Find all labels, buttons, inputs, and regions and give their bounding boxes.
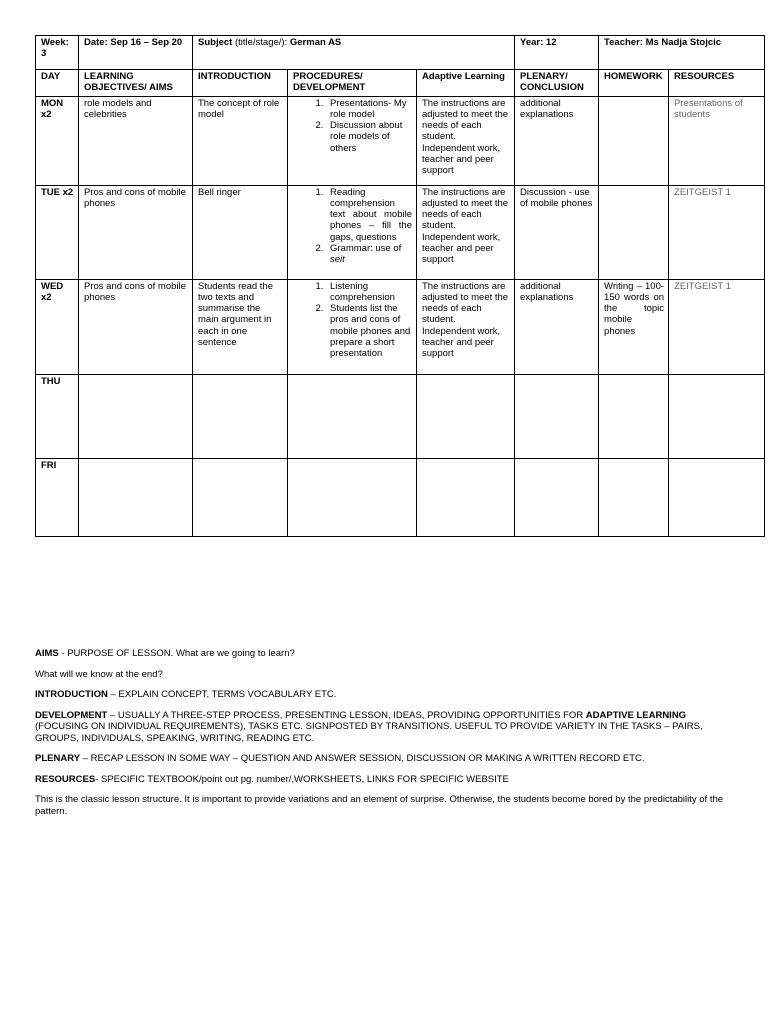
- adaptive-cell: The instructions are adjusted to meet the needs of each student. Independent work, teacher and peer support: [417, 279, 515, 374]
- plenary-cell: additional explanations: [515, 96, 599, 185]
- plenary-cell: Discussion - use of mobile phones: [515, 185, 599, 279]
- list-item: 1. Listening comprehension: [326, 281, 412, 304]
- plenary-cell: additional explanations: [515, 279, 599, 374]
- homework-cell: [599, 374, 669, 458]
- col-day: DAY: [36, 70, 79, 97]
- note-text: - SPECIFIC TEXTBOOK/point out pg. number/,WORKSHEETS, LINKS FOR SPECIFIC WEBSITE: [95, 773, 509, 785]
- col-introduction: INTRODUCTION: [193, 70, 288, 97]
- col-resources: RESOURCES: [669, 70, 765, 97]
- adaptive-cell: [417, 458, 515, 536]
- list-item: 2. Discussion about role models of others: [326, 120, 412, 154]
- lesson-structure-notes: [35, 648, 735, 826]
- note-development: [35, 710, 735, 745]
- note-term: INTRODUCTION: [35, 689, 108, 700]
- subject-label: Subject: [198, 37, 233, 48]
- aims-cell: [79, 458, 193, 536]
- resources-cell: Presentations of students: [669, 96, 765, 185]
- day-cell: MON x2: [36, 96, 79, 185]
- intro-cell: [193, 374, 288, 458]
- teacher-cell: Teacher: Ms Nadja Stojcic: [599, 36, 765, 70]
- table-row: [36, 374, 765, 458]
- procedures-list: [293, 98, 412, 154]
- note-text: (FOCUSING ON INDIVIDUAL REQUIREMENTS), TASKS ETC. SIGNPOSTED BY TRANSITIONS. USEFUL TO PROVIDE VARIETY IN THE TASKS – PAIRS, GROUPS, INDIVIDUALS, SPEAKING, WRITING, READING ETC.: [35, 721, 703, 744]
- note-term: DEVELOPMENT: [35, 709, 108, 721]
- note-introduction: [35, 689, 735, 701]
- col-procedures: PROCEDURES/ DEVELOPMENT: [288, 70, 417, 97]
- column-header-row: [36, 70, 765, 97]
- procedures-list: [293, 281, 412, 360]
- note-term: AIMS: [35, 648, 59, 659]
- col-aims: LEARNING OBJECTIVES/ AIMS: [79, 70, 193, 97]
- aims-cell: Pros and cons of mobile phones: [79, 279, 193, 374]
- grammar-term: seit: [330, 254, 345, 266]
- year-cell: Year: 12: [515, 36, 599, 70]
- note-term: ADAPTIVE LEARNING: [585, 709, 687, 721]
- date-cell: Date: Sep 16 – Sep 20: [79, 36, 193, 70]
- intro-cell: [193, 458, 288, 536]
- note-end-question: What will we know at the end?: [35, 668, 163, 680]
- day-cell: THU: [36, 374, 79, 458]
- aims-cell: role models and celebrities: [79, 96, 193, 185]
- week-cell: Week: 3: [36, 36, 79, 70]
- note-text: – EXPLAIN CONCEPT, TERMS VOCABULARY ETC.: [107, 689, 337, 700]
- homework-cell: [599, 458, 669, 536]
- list-item: 1. Presentations- My role model: [326, 98, 412, 121]
- resources-cell: [669, 458, 765, 536]
- table-row: [36, 185, 765, 279]
- aims-cell: [79, 374, 193, 458]
- subject-value: German AS: [289, 37, 342, 48]
- procedures-cell: [288, 458, 417, 536]
- note-text: – RECAP LESSON IN SOME WAY – QUESTION AND ANSWER SESSION, DISCUSSION OR MAKING A WRITTEN RECORD ETC.: [80, 753, 645, 764]
- procedures-cell: [288, 374, 417, 458]
- homework-cell: [599, 96, 669, 185]
- list-item-text: Grammar: use of: [330, 243, 402, 255]
- note-text: - PURPOSE OF LESSON. What are we going to learn?: [58, 648, 295, 659]
- header-row: [36, 36, 765, 70]
- procedures-cell: [288, 279, 417, 374]
- note-term: PLENARY: [35, 753, 81, 764]
- day-cell: TUE x2: [36, 185, 79, 279]
- note-plenary: [35, 753, 735, 765]
- day-cell: WED x2: [36, 279, 79, 374]
- intro-cell: Bell ringer: [193, 185, 288, 279]
- resources-cell: ZEITGEIST 1: [669, 185, 765, 279]
- list-item: 1. Reading comprehension text about mobile phones – fill the gaps, questions: [326, 187, 412, 243]
- resources-cell: [669, 374, 765, 458]
- procedures-list: [293, 187, 412, 266]
- plenary-cell: [515, 458, 599, 536]
- plenary-cell: [515, 374, 599, 458]
- table-row: [36, 458, 765, 536]
- col-plenary: PLENARY/ CONCLUSION: [515, 70, 599, 97]
- intro-cell: The concept of role model: [193, 96, 288, 185]
- col-homework: HOMEWORK: [599, 70, 669, 97]
- procedures-cell: [288, 185, 417, 279]
- adaptive-cell: The instructions are adjusted to meet the needs of each student. Independent work, teacher and peer support: [417, 185, 515, 279]
- subject-cell: [193, 36, 515, 70]
- note-text: – USUALLY A THREE-STEP PROCESS, PRESENTING LESSON, IDEAS, PROVIDING OPPORTUNITIES FOR: [107, 709, 586, 721]
- procedures-cell: [288, 96, 417, 185]
- subject-hint: (title/stage/):: [234, 37, 288, 48]
- col-adaptive-learning: Adaptive Learning: [417, 70, 515, 97]
- note-closing: This is the classic lesson structure. It is important to provide variations and an element of surprise. Otherwise, the students become bored by the predictability of the pattern.: [35, 794, 724, 817]
- adaptive-cell: [417, 374, 515, 458]
- note-resources: [35, 774, 735, 786]
- lesson-plan-table: [35, 35, 765, 537]
- note-term: RESOURCES: [35, 773, 96, 785]
- day-cell: FRI: [36, 458, 79, 536]
- intro-cell: Students read the two texts and summarise the main argument in each in one sentence: [193, 279, 288, 374]
- homework-cell: [599, 185, 669, 279]
- list-item: 2. Students list the pros and cons of mobile phones and prepare a short presentation: [326, 303, 412, 359]
- resources-cell: ZEITGEIST 1: [669, 279, 765, 374]
- table-row: [36, 96, 765, 185]
- homework-cell: Writing – 100-150 words on the topic mobile phones: [599, 279, 669, 374]
- note-aims: [35, 648, 735, 660]
- aims-cell: Pros and cons of mobile phones: [79, 185, 193, 279]
- list-item: [326, 243, 412, 266]
- adaptive-cell: The instructions are adjusted to meet the needs of each student. Independent work, teacher and peer support: [417, 96, 515, 185]
- table-row: [36, 279, 765, 374]
